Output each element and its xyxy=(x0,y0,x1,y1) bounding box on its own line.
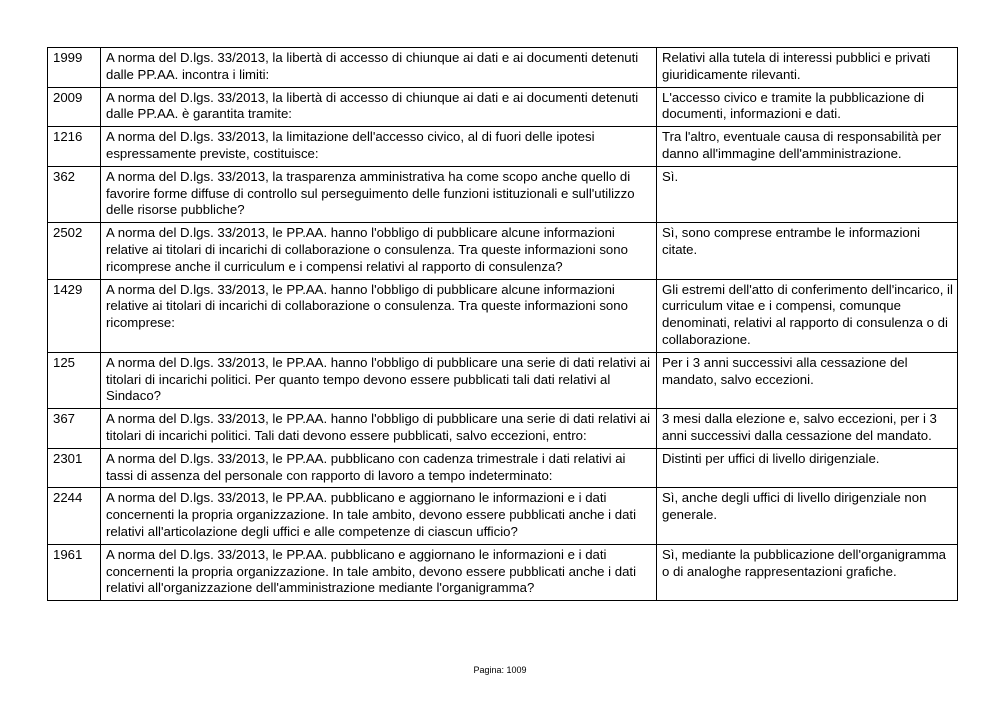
question-text: A norma del D.lgs. 33/2013, le PP.AA. hanno l'obbligo di pubblicare alcune informazioni relative ai titolari di incarichi di collaborazione o consulenza. Tra queste informazioni sono ricomprese: xyxy=(101,279,657,352)
answer-text: Distinti per uffici di livello dirigenziale. xyxy=(657,448,958,488)
quiz-table xyxy=(47,47,958,601)
answer-text: Tra l'altro, eventuale causa di responsabilità per danno all'immagine dell'amministrazione. xyxy=(657,127,958,167)
question-text: A norma del D.lgs. 33/2013, le PP.AA. hanno l'obbligo di pubblicare una serie di dati relativi ai titolari di incarichi politici. Tali dati devono essere pubblicati, salvo eccezioni, entro: xyxy=(101,409,657,449)
answer-text: L'accesso civico e tramite la pubblicazione di documenti, informazioni e dati. xyxy=(657,87,958,127)
table-row xyxy=(48,488,958,544)
table-row xyxy=(48,127,958,167)
table-row xyxy=(48,223,958,279)
question-id: 2244 xyxy=(48,488,101,544)
answer-text: 3 mesi dalla elezione e, salvo eccezioni, per i 3 anni successivi dalla cessazione del mandato. xyxy=(657,409,958,449)
question-id: 1429 xyxy=(48,279,101,352)
table-row xyxy=(48,544,958,600)
answer-text: Sì. xyxy=(657,166,958,222)
question-id: 2301 xyxy=(48,448,101,488)
question-text: A norma del D.lgs. 33/2013, le PP.AA. pubblicano e aggiornano le informazioni e i dati concernenti la propria organizzazione. In tale ambito, devono essere pubblicati anche i dati relativi all'organizzazione dell'amministrazione mediante l'organigramma? xyxy=(101,544,657,600)
question-id: 1961 xyxy=(48,544,101,600)
table-row xyxy=(48,352,958,408)
question-text: A norma del D.lgs. 33/2013, la libertà di accesso di chiunque ai dati e ai documenti detenuti dalle PP.AA. è garantita tramite: xyxy=(101,87,657,127)
question-id: 2502 xyxy=(48,223,101,279)
question-id: 367 xyxy=(48,409,101,449)
question-id: 1999 xyxy=(48,48,101,88)
answer-text: Sì, mediante la pubblicazione dell'organigramma o di analoghe rappresentazioni grafiche. xyxy=(657,544,958,600)
question-text: A norma del D.lgs. 33/2013, la trasparenza amministrativa ha come scopo anche quello di favorire forme diffuse di controllo sul perseguimento delle funzioni istituzionali e sull'utilizzo delle risorse pubbliche? xyxy=(101,166,657,222)
table-row xyxy=(48,166,958,222)
question-text: A norma del D.lgs. 33/2013, le PP.AA. pubblicano con cadenza trimestrale i dati relativi ai tassi di assenza del personale con rapporto di lavoro a tempo indeterminato: xyxy=(101,448,657,488)
table-row xyxy=(48,87,958,127)
answer-text: Relativi alla tutela di interessi pubblici e privati giuridicamente rilevanti. xyxy=(657,48,958,88)
answer-text: Sì, anche degli uffici di livello dirigenziale non generale. xyxy=(657,488,958,544)
table-row xyxy=(48,48,958,88)
table-row xyxy=(48,409,958,449)
question-id: 362 xyxy=(48,166,101,222)
question-text: A norma del D.lgs. 33/2013, le PP.AA. pubblicano e aggiornano le informazioni e i dati concernenti la propria organizzazione. In tale ambito, devono essere pubblicati anche i dati relativi all'articolazione degli uffici e alle competenze di ciascun ufficio? xyxy=(101,488,657,544)
table-row xyxy=(48,448,958,488)
question-text: A norma del D.lgs. 33/2013, le PP.AA. hanno l'obbligo di pubblicare una serie di dati relativi ai titolari di incarichi politici. Per quanto tempo devono essere pubblicati tali dati relativi al Sindaco? xyxy=(101,352,657,408)
question-id: 1216 xyxy=(48,127,101,167)
question-text: A norma del D.lgs. 33/2013, la libertà di accesso di chiunque ai dati e ai documenti detenuti dalle PP.AA. incontra i limiti: xyxy=(101,48,657,88)
answer-text: Per i 3 anni successivi alla cessazione del mandato, salvo eccezioni. xyxy=(657,352,958,408)
page-number: Pagina: 1009 xyxy=(473,665,527,675)
table-row xyxy=(48,279,958,352)
answer-text: Gli estremi dell'atto di conferimento dell'incarico, il curriculum vitae e i compensi, comunque denominati, relativi al rapporto di consulenza o di collaborazione. xyxy=(657,279,958,352)
question-text: A norma del D.lgs. 33/2013, la limitazione dell'accesso civico, al di fuori delle ipotesi espressamente previste, costituisce: xyxy=(101,127,657,167)
question-id: 125 xyxy=(48,352,101,408)
answer-text: Sì, sono comprese entrambe le informazioni citate. xyxy=(657,223,958,279)
question-id: 2009 xyxy=(48,87,101,127)
question-text: A norma del D.lgs. 33/2013, le PP.AA. hanno l'obbligo di pubblicare alcune informazioni relative ai titolari di incarichi di collaborazione o consulenza. Tra queste informazioni sono ricomprese anche il curriculum e i compensi relativi al rapporto di consulenza? xyxy=(101,223,657,279)
